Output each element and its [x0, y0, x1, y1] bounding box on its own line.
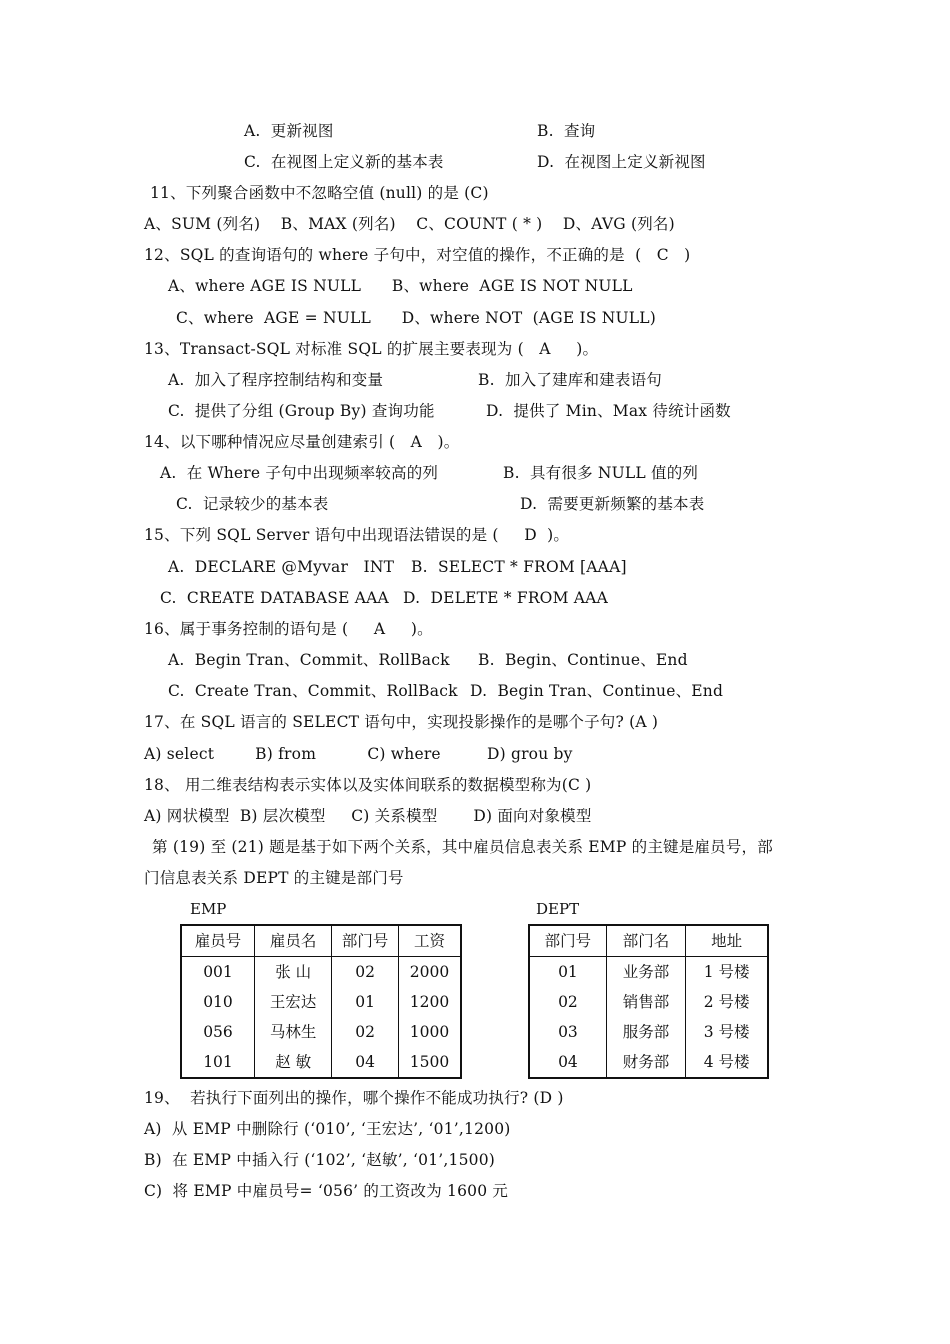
emp-header-cell: 部门号 [332, 925, 399, 957]
q15-option-b: B. SELECT * FROM [AAA] [411, 558, 627, 576]
q19-option-a: A) 从 EMP 中删除行 (‘010’, ‘王宏达’, ‘01’,1200) [144, 1120, 511, 1138]
q14-option-d: D. 需要更新频繁的基本表 [520, 495, 705, 513]
dept-cell: 业务部 [606, 957, 685, 988]
emp-cell: 01 [332, 987, 399, 1017]
table-row [181, 1047, 461, 1078]
q10-option-d: D. 在视图上定义新视图 [537, 153, 706, 171]
dept-cell: 销售部 [606, 987, 685, 1017]
q10-option-b: B. 查询 [537, 122, 596, 140]
dept-header-cell: 部门号 [529, 925, 606, 957]
dept-cell: 服务部 [606, 1017, 685, 1047]
emp-cell: 04 [332, 1047, 399, 1078]
q14-stem: 14、以下哪种情况应尽量创建索引 ( A )。 [144, 433, 460, 451]
dept-table [528, 924, 769, 1079]
emp-cell: 056 [203, 1023, 233, 1041]
q13-stem: 13、Transact-SQL 对标准 SQL 的扩展主要表现为 ( A )。 [144, 340, 599, 358]
emp-header-row [181, 925, 461, 957]
q19-21-intro-line1: 第 (19) 至 (21) 题是基于如下两个关系，其中雇员信息表关系 EMP 的主键是雇员号，部 [152, 838, 773, 856]
emp-header-cell: 工资 [398, 925, 461, 957]
q17-stem: 17、在 SQL 语言的 SELECT 语句中，实现投影操作的是哪个子句? (A ) [144, 713, 659, 731]
q13-option-b: B. 加入了建库和建表语句 [478, 371, 662, 389]
q12-options-cd: C、where AGE = NULL D、where NOT (AGE IS NULL) [176, 309, 657, 327]
dept-cell: 3 号楼 [686, 1017, 768, 1047]
q16-option-b: B. Begin、Continue、End [478, 651, 688, 669]
q15-option-a: A. DECLARE @Myvar INT [168, 558, 395, 576]
dept-cell: 01 [558, 963, 578, 981]
q16-option-d: D. Begin Tran、Continue、End [470, 682, 724, 700]
dept-cell: 2 号楼 [686, 987, 768, 1017]
q13-option-c: C. 提供了分组 (Group By) 查询功能 [168, 402, 435, 420]
q15-option-d: D. DELETE * FROM AAA [403, 589, 608, 607]
emp-cell: 001 [203, 963, 233, 981]
q16-option-a: A. Begin Tran、Commit、RollBack [168, 651, 450, 669]
emp-cell: 02 [332, 957, 399, 988]
table-row [529, 1047, 768, 1078]
dept-header-cell: 地址 [686, 925, 768, 957]
dept-header-row [529, 925, 768, 957]
q19-stem: 19、 若执行下面列出的操作，哪个操作不能成功执行? (D ) [144, 1089, 564, 1107]
dept-cell: 财务部 [606, 1047, 685, 1078]
emp-cell: 马林生 [254, 1017, 331, 1047]
table-row [529, 987, 768, 1017]
table-row [181, 987, 461, 1017]
q18-options: A) 网状模型 B) 层次模型 C) 关系模型 D) 面向对象模型 [144, 807, 592, 825]
dept-cell: 1 号楼 [686, 957, 768, 988]
emp-cell: 010 [203, 993, 233, 1011]
q18-stem: 18、 用二维表结构表示实体以及实体间联系的数据模型称为(C ) [144, 776, 592, 794]
emp-table [180, 924, 462, 1079]
q12-stem: 12、SQL 的查询语句的 where 子句中，对空值的操作，不正确的是 ( C ) [144, 246, 691, 264]
q10-option-c: C. 在视图上定义新的基本表 [244, 153, 444, 171]
dept-cell: 4 号楼 [686, 1047, 768, 1078]
dept-cell: 03 [558, 1023, 578, 1041]
q13-option-a: A. 加入了程序控制结构和变量 [168, 371, 384, 389]
emp-header-cell: 雇员号 [181, 925, 254, 957]
emp-cell: 张 山 [254, 957, 331, 988]
q14-option-a: A. 在 Where 子句中出现频率较高的列 [160, 464, 439, 482]
emp-cell: 1200 [398, 987, 461, 1017]
emp-cell: 2000 [398, 957, 461, 988]
dept-header-cell: 部门名 [606, 925, 685, 957]
q12-options-ab: A、where AGE IS NULL B、where AGE IS NOT NULL [168, 277, 633, 295]
emp-cell: 101 [203, 1053, 233, 1071]
emp-table-label: EMP [190, 900, 227, 918]
q16-stem: 16、属于事务控制的语句是 ( A )。 [144, 620, 433, 638]
table-row [529, 1017, 768, 1047]
dept-cell: 04 [558, 1053, 578, 1071]
q15-option-c: C. CREATE DATABASE AAA [160, 589, 389, 607]
q19-option-b: B) 在 EMP 中插入行 (‘102’, ‘赵敏’, ‘01’,1500) [144, 1151, 496, 1169]
emp-cell: 1000 [398, 1017, 461, 1047]
q17-options: A) select B) from C) where D) grou by [144, 745, 573, 763]
emp-cell: 赵 敏 [254, 1047, 331, 1078]
q19-21-intro-line2: 门信息表关系 DEPT 的主键是部门号 [144, 869, 404, 887]
q11-stem: 11、下列聚合函数中不忽略空值 (null) 的是 (C) [150, 184, 489, 202]
q11-options: A、SUM (列名) B、MAX (列名) C、COUNT ( * ) D、AVG (列名) [144, 215, 675, 233]
q16-option-c: C. Create Tran、Commit、RollBack [168, 682, 458, 700]
q15-stem: 15、下列 SQL Server 语句中出现语法错误的是 ( D )。 [144, 526, 570, 544]
q13-option-d: D. 提供了 Min、Max 待统计函数 [486, 402, 731, 420]
table-row [529, 957, 768, 988]
emp-header-cell: 雇员名 [254, 925, 331, 957]
q10-option-a: A. 更新视图 [244, 122, 334, 140]
q14-option-c: C. 记录较少的基本表 [176, 495, 329, 513]
emp-cell: 02 [332, 1017, 399, 1047]
dept-cell: 02 [558, 993, 578, 1011]
emp-cell: 王宏达 [254, 987, 331, 1017]
table-row [181, 957, 461, 988]
table-row [181, 1017, 461, 1047]
emp-cell: 1500 [398, 1047, 461, 1078]
dept-table-label: DEPT [536, 900, 580, 918]
q19-option-c: C) 将 EMP 中雇员号= ‘056’ 的工资改为 1600 元 [144, 1182, 509, 1200]
q14-option-b: B. 具有很多 NULL 值的列 [503, 464, 699, 482]
